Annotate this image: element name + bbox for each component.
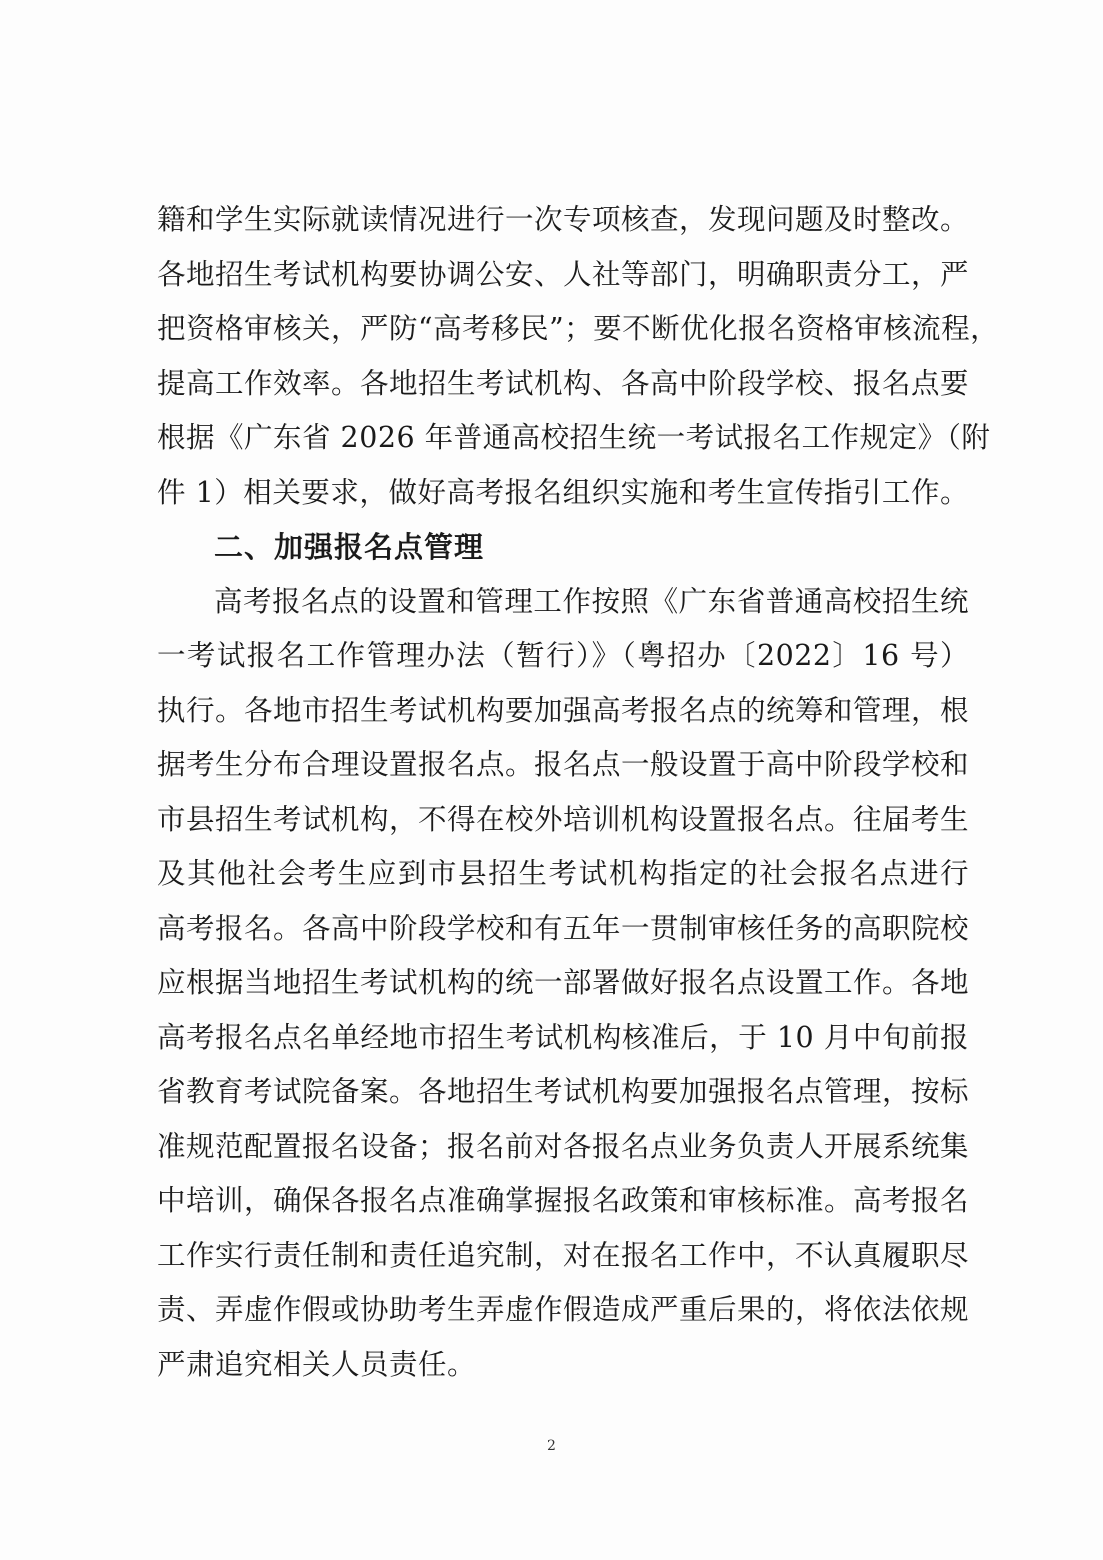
text-line: 高考报名。各高中阶段学校和有五年一贯制审核任务的高职院校	[157, 911, 970, 945]
text-line: 件 1）相关要求，做好高考报名组织实施和考生宣传指引工作。	[157, 475, 969, 509]
text-line: 中培训，确保各报名点准确掌握报名政策和审核标准。高考报名	[157, 1184, 970, 1217]
document-body	[157, 193, 1000, 1392]
text-line: 执行。各地市招生考试机构要加强高考报名点的统筹和管理，根	[157, 693, 970, 727]
text-line: 应根据当地招生考试机构的统一部署做好报名点设置工作。各地	[157, 966, 970, 999]
text-line: 准规范配置报名设备；报名前对各报名点业务负责人开展系统集	[157, 1129, 970, 1163]
text-line: 一考试报名工作管理办法（暂行）》（粤招办〔2022〕16 号）	[157, 639, 969, 672]
text-line: 根据《广东省 2026 年普通高校招生统一考试报名工作规定》（附	[157, 421, 991, 454]
text-line: 高考报名点名单经地市招生考试机构核准后，于 10 月中旬前报	[157, 1020, 969, 1054]
text-line: 提高工作效率。各地招生考试机构、各高中阶段学校、报名点要	[157, 366, 970, 400]
paragraph-1	[157, 193, 1000, 520]
text-line: 严肃追究相关人员责任。	[157, 1347, 477, 1381]
text-line: 高考报名点的设置和管理工作按照《广东省普通高校招生统	[214, 584, 969, 618]
page-number: 2	[547, 1438, 556, 1454]
text-line: 工作实行责任制和责任追究制，对在报名工作中，不认真履职尽	[157, 1238, 970, 1272]
text-line: 责、弄虚作假或协助考生弄虚作假造成严重后果的，将依法依规	[157, 1293, 970, 1326]
section-heading: 二、加强报名点管理	[214, 530, 485, 564]
text-line: 把资格审核关，严防“高考移民”；要不断优化报名资格审核流程，	[157, 312, 1000, 345]
text-line: 省教育考试院备案。各地招生考试机构要加强报名点管理，按标	[157, 1075, 970, 1108]
text-line: 籍和学生实际就读情况进行一次专项核查，发现问题及时整改。	[157, 203, 970, 236]
text-line: 据考生分布合理设置报名点。报名点一般设置于高中阶段学校和	[157, 748, 970, 781]
text-line: 各地招生考试机构要协调公安、人社等部门，明确职责分工，严	[157, 257, 970, 291]
text-line: 市县招生考试机构，不得在校外培训机构设置报名点。往届考生	[157, 802, 970, 836]
text-line: 及其他社会考生应到市县招生考试机构指定的社会报名点进行	[157, 857, 969, 890]
paragraph-2	[157, 575, 969, 1393]
